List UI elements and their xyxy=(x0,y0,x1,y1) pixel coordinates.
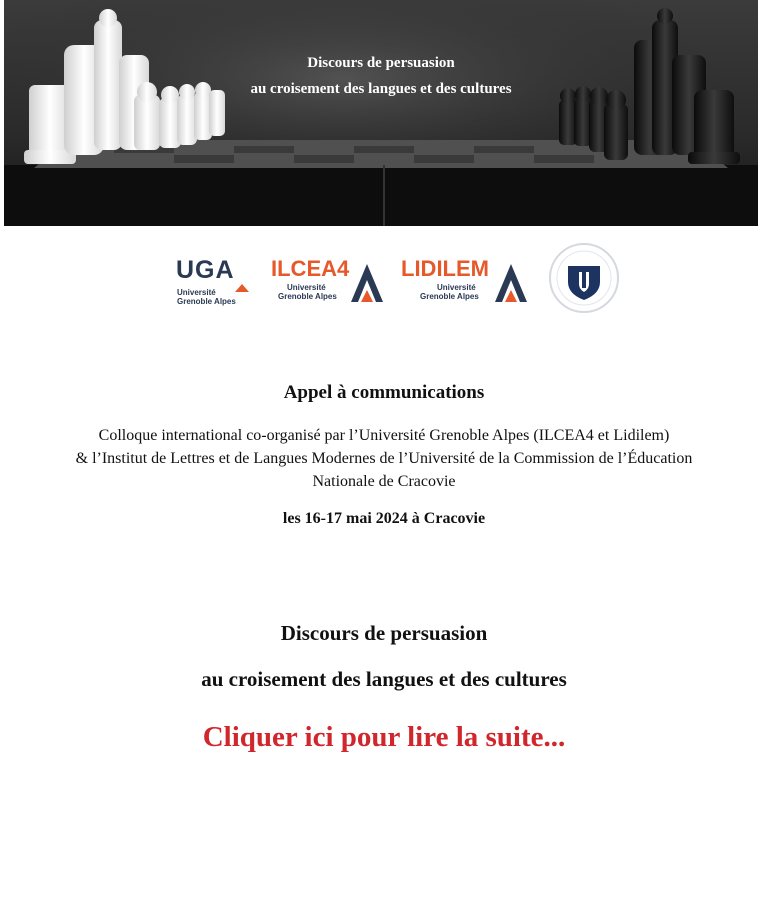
ilcea4-logo-sub1: Université xyxy=(287,283,326,292)
lidilem-chevron-icon xyxy=(495,262,527,302)
ilcea4-chevron-icon xyxy=(351,262,383,302)
read-more-link[interactable]: Cliquer ici pour lire la suite... xyxy=(202,721,566,753)
ilcea4-logo xyxy=(271,256,386,310)
university-seal-logo xyxy=(546,242,622,314)
lidilem-logo-sub1: Université xyxy=(437,283,476,292)
ilcea4-logo-sub2: Grenoble Alpes xyxy=(278,292,337,301)
colloque-description xyxy=(0,424,768,493)
header-banner xyxy=(4,0,758,226)
uga-logo-sub1: Université xyxy=(177,288,216,297)
uga-accent-icon xyxy=(235,284,249,292)
banner-title-line1: Discours de persuasion xyxy=(307,55,455,71)
uga-logo-sub2: Grenoble Alpes xyxy=(177,297,236,306)
conference-title-line2: au croisement des langues et des cultures xyxy=(201,667,567,691)
colloque-line-3: Nationale de Cracovie xyxy=(312,473,456,490)
uga-logo xyxy=(176,256,256,310)
ilcea4-logo-name: ILCEA4 xyxy=(271,256,350,281)
lidilem-logo xyxy=(401,256,531,310)
partner-logos xyxy=(0,242,768,314)
colloque-line-1: Colloque international co-organisé par l’Université Grenoble Alpes (ILCEA4 et Lidilem) xyxy=(98,427,670,444)
uga-logo-name: UGA xyxy=(176,256,235,284)
banner-title-line2: au croisement des langues et des cultures xyxy=(250,81,512,97)
conference-title-line1: Discours de persuasion xyxy=(280,621,488,645)
colloque-line-2: & l’Institut de Lettres et de Langues Modernes de l’Université de la Commission de l’Éducation xyxy=(75,450,693,467)
call-for-papers-heading: Appel à communications xyxy=(283,382,485,403)
chess-board-image xyxy=(4,0,758,226)
event-date: les 16-17 mai 2024 à Cracovie xyxy=(282,510,486,527)
lidilem-logo-name: LIDILEM xyxy=(401,256,489,281)
lidilem-logo-sub2: Grenoble Alpes xyxy=(420,292,479,301)
